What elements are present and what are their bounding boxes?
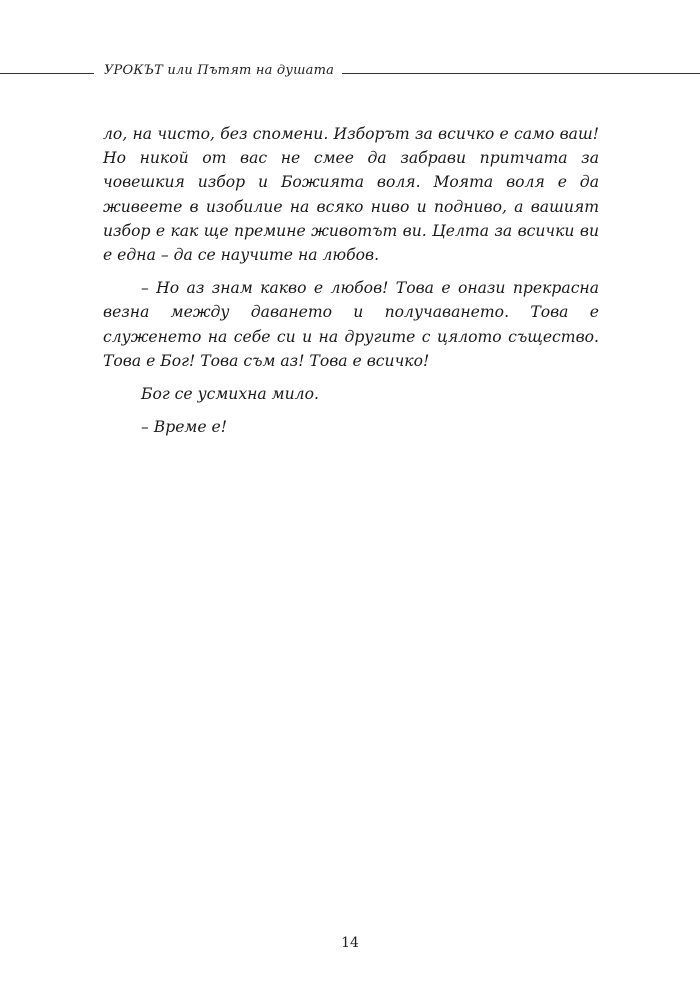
paragraph-dialogue-final: – Време е! <box>141 418 228 437</box>
paragraph-dialogue: – Но аз знам какво е любов! Това е онази прекрасна везна между даването и получаването. Това е служенето на себе си и на другите с цялото същество. Това е Бог! Това съм аз! Това е всичко! <box>103 279 599 370</box>
header-rule-right <box>342 73 700 74</box>
paragraph-narration: Бог се усмихна мило. <box>141 385 319 404</box>
running-header <box>0 62 700 84</box>
running-header-title: УРОКЪТ или Пътят на душата <box>103 63 335 78</box>
page-body <box>103 122 599 448</box>
page-number: 14 <box>341 935 359 951</box>
header-rule-left <box>0 73 94 74</box>
paragraph-continued: ло, на чисто, без спомени. Изборът за всичко е само ваш! Но никой от вас не смее да забрави притчата за човешкия избор и Божията воля. Моята воля е да живеете в изобилие на всяко ниво и подниво, а вашият избор е как ще премине животът ви. Целта за всички ви е една – да се научите на любов. <box>103 125 599 265</box>
